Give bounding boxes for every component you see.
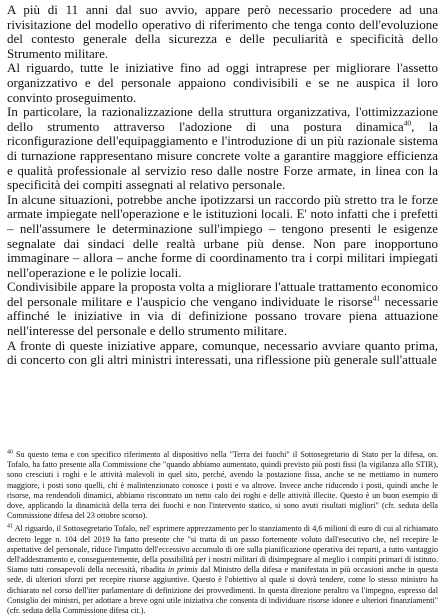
footnote-number: 41 (7, 523, 13, 530)
paragraph-5 (7, 280, 438, 338)
paragraph-1: A più di 11 anni dal suo avvio, appare però necessario procedere ad una rivisitazione del modello operativo di riferimento che tenga conto dell'evoluzione del contesto generale della sicurezza e delle peculiarità e specificità dello Strumento militare. (7, 2, 438, 61)
footnote-text-a: Al riguardo, il Sottosegretario Tofalo, nel' esprimere apprezzamento per lo stanziamento di 4,6 milioni di euro di cui al richiamato decreto legge n. 104 del 2019 ha fatto presente che "si tratta di un passo fortemente voluto dall'esecutivo che, nel recepire le aspettative del personale, riduce l'impatto dell'eccessivo accumulo di ore sulla pianificazione operativa dei reparti, a tutto vantaggio dell'addestramento e, conseguentemente, della possibilità per i nostri militari di disimpegnare al meglio i compiti primari di istituto. Siamo tutti consapevoli della necessità, ribadita (7, 524, 438, 575)
paragraph-5-text-b: necessarie affinché le iniziative in via di definizione possano trovare piena attuazione nell'interesse del personale e dello strumento militare. (7, 293, 438, 339)
footnote-41 (7, 524, 438, 616)
paragraph-2: Al riguardo, tutte le iniziative fino ad oggi intraprese per migliorare l'assetto organizzativo e del personale appaiono condivisibili e se ne auspica il loro convinto proseguimento. (7, 60, 438, 105)
paragraph-4: In alcune situazioni, potrebbe anche ipotizzarsi un raccordo più stretto tra le forze armate impiegate nell'operazione e le istituzioni locali. E' noto infatti che i prefetti – nell'assumere le determinazione sull'impiego – tengono presenti le esigenze segnalate dai sindaci delle realtà urbane più dense. Non pare inopportuno immaginare – allora – anche forme di coordinamento tra i corpi militari impiegati nell'operazione e le polizie locali. (7, 191, 438, 280)
footnote-ref-41[interactable]: 41 (372, 293, 381, 303)
footnote-italic: in primis (167, 565, 198, 575)
footnotes (7, 450, 438, 616)
footnote-number: 40 (7, 449, 13, 456)
footnote-ref-40[interactable]: 40 (403, 118, 412, 128)
footnote-text-b: dal Ministro della difesa e manifestata in più occasioni anche in questa sede, di ulteriori sforzi per recepire risorse aggiuntive. Questo è l'obiettivo al quale si dovrà tendere, come lo stesso ministro ha dichiarato nel corso dell'iter parlamentare di definizione dei provvedimenti. In questa direzione peraltro va l'impegno, espresso dal Consiglio dei ministri, per adottare a breve ogni utile iniziativa che consenta di individuare risorse idonee e ulteriori finanziamenti" (cfr. seduta della Commissione difesa cit.). (7, 565, 438, 616)
paragraph-5-text-a: Condivisibile appare la proposta volta a migliorare l'attuale trattamento economico del personale militare e l'auspicio che vengano individuate le risorse (7, 279, 438, 309)
paragraph-3-text-a: In particolare, la razionalizzazione della struttura organizzativa, l'ottimizzazione dello strumento attraverso l'adozione di una postura dinamica (7, 104, 438, 134)
paragraph-3 (7, 105, 438, 193)
paragraph-6: A fronte di queste iniziative appare, comunque, necessario avviare quanto prima, di concerto con gli altri ministri interessati, una riflessione più generale sull'attuale (7, 337, 438, 368)
footnote-text: Su questo tema e con specifico riferimento al dispositivo nella "Terra dei fuochi" il Sottosegretario di Stato per la difesa, on. Tofalo, ha fatto presente alla Commissione che "quando abbiamo aumentato, quindi previsto più posti fissi (la vigilanza allo STIR), sono cresciuti i roghi e le attività malevoli in quel sito, perché, avendo la postazione fissa, anche se ne mettiamo in numero maggiore, i posti sono quelli, chi è malintenzionato conosce i posti e va altrove. Invece anche riducendo i posti, quindi anche le risorse, ma rendendoli dinamici, abbiamo riscontrato un netto calo dei roghi e delle attività illecite. Questo è un buon esempio di dove, applicando la dinamicità della terra dei fuochi e non l'intervento statico, si sono avuti risultati migliori" (cfr. seduta della Commissione difesa del 23 ottobre scorso). (7, 450, 439, 521)
footnote-40 (7, 450, 438, 521)
paragraph-3-text-b: , la riconfigurazione dell'equipaggiamento e l'introduzione di un più razionale sistema di turnazione rappresentano misure concrete volte a garantire maggiore efficienza e qualità professionale al servizio reso dalle nostre Forze armate, in linea con la specificità dei compiti assegnati al relativo personale. (7, 118, 438, 193)
body-text (7, 3, 438, 368)
